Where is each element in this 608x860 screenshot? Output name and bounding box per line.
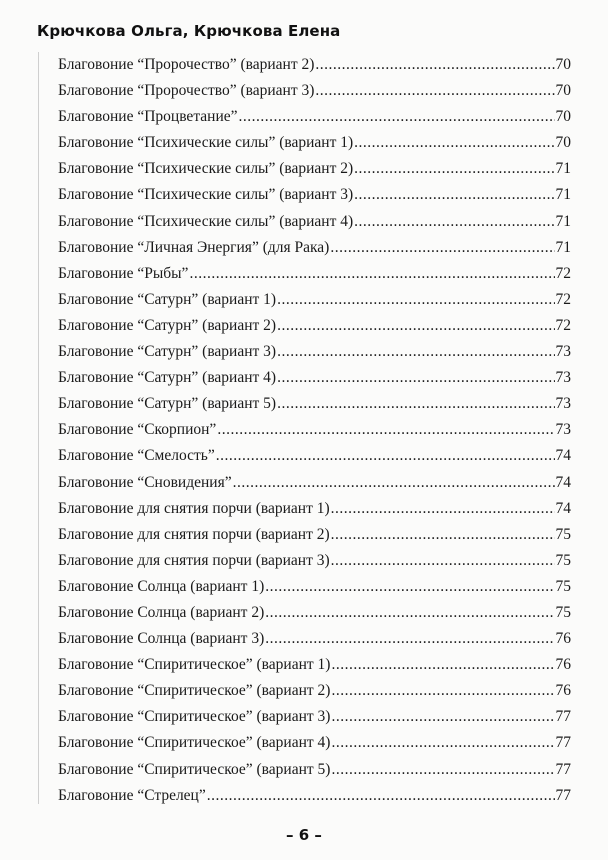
toc-entry-page: 71 [555,186,571,204]
toc-entry [58,186,571,212]
toc-dot-leader [331,526,555,544]
toc-entry-title: Благовоние “Рыбы” [58,264,189,282]
toc-entry-page: 72 [555,264,571,282]
toc-entry-title: Благовоние “Скорпион” [58,421,217,439]
toc-entry [58,160,571,186]
toc-entry [58,500,571,526]
toc-entry [58,343,571,369]
toc-dot-leader [277,291,554,309]
toc-dot-leader [331,761,554,779]
toc-dot-leader [354,160,554,178]
toc-entry-page: 76 [555,656,571,674]
toc-entry [58,474,571,500]
toc-entry [58,317,571,343]
toc-entry [58,604,571,630]
toc-dot-leader [315,82,554,100]
toc-entry [58,134,571,160]
toc-dot-leader [331,682,554,700]
toc-entry-page: 74 [555,499,571,517]
toc-dot-leader [189,265,554,283]
toc-dot-leader [330,239,554,257]
toc-entry-page: 72 [555,290,571,308]
toc-entry [58,369,571,395]
toc-entry [58,734,571,760]
toc-dot-leader [315,56,554,74]
toc-entry-page: 77 [555,760,571,778]
toc-entry-title: Благовоние для снятия порчи (вариант 3) [58,551,330,569]
toc-entry-title: Благовоние “Пророчество” (вариант 2) [58,56,315,73]
toc-dot-leader [207,787,555,805]
toc-entry [58,682,571,708]
toc-dot-leader [277,317,554,335]
toc-entry-page: 71 [555,160,571,178]
margin-rule [38,52,39,804]
toc-entry-page: 76 [555,630,571,648]
toc-dot-leader [265,604,554,622]
toc-entry [58,82,571,108]
toc-entry [58,578,571,604]
toc-entry-page: 75 [555,525,571,543]
toc-entry-page: 71 [555,212,571,230]
toc-dot-leader [354,186,554,204]
toc-dot-leader [277,369,554,387]
toc-entry [58,787,571,813]
toc-entry-title: Благовоние Солнца (вариант 3) [58,630,265,648]
toc-entry-page: 73 [555,421,571,439]
toc-entry-title: Благовоние “Психические силы” (вариант 2) [58,160,354,178]
toc-entry-title: Благовоние “Стрелец” [58,786,206,804]
toc-dot-leader [239,108,555,126]
toc-entry-title: Благовоние “Пророчество” (вариант 3) [58,82,315,100]
toc-dot-leader [216,447,555,465]
table-of-contents [58,56,571,813]
toc-entry [58,656,571,682]
toc-entry-page: 75 [555,603,571,621]
toc-entry-title: Благовоние “Спиритическое” (вариант 2) [58,682,331,700]
toc-entry-title: Благовоние “Спиритическое” (вариант 4) [58,734,331,752]
toc-dot-leader [217,421,554,439]
toc-entry-page: 76 [555,682,571,700]
toc-entry [58,761,571,787]
toc-entry [58,552,571,578]
toc-entry [58,213,571,239]
toc-entry-title: Благовоние Солнца (вариант 1) [58,577,265,595]
toc-entry-title: Благовоние “Сновидения” [58,473,232,491]
toc-entry-title: Благовоние “Сатурн” (вариант 1) [58,290,277,308]
toc-entry-page: 73 [555,343,571,361]
page-number: – 6 – [286,826,322,844]
toc-entry-page: 77 [555,734,571,752]
running-head: Крючкова Ольга, Крючкова Елена [37,22,341,40]
toc-entry-title: Благовоние Солнца (вариант 2) [58,603,265,621]
toc-entry-page: 75 [555,577,571,595]
toc-entry-page: 73 [555,369,571,387]
toc-entry [58,56,571,82]
toc-entry-title: Благовоние для снятия порчи (вариант 1) [58,499,330,517]
toc-entry [58,526,571,552]
toc-entry [58,447,571,473]
toc-entry [58,630,571,656]
toc-dot-leader [331,500,555,518]
toc-entry-page: 75 [555,551,571,569]
toc-entry-title: Благовоние “Сатурн” (вариант 4) [58,369,277,387]
toc-dot-leader [265,630,554,648]
toc-entry-page: 77 [555,786,571,804]
toc-entry [58,708,571,734]
toc-dot-leader [354,134,554,152]
toc-entry-page: 77 [555,708,571,726]
toc-entry [58,239,571,265]
toc-entry [58,395,571,421]
toc-entry-title: Благовоние “Смелость” [58,447,215,465]
toc-entry-title: Благовоние “Личная Энергия” (для Рака) [58,238,330,256]
toc-entry-page: 70 [555,82,571,100]
toc-dot-leader [331,656,554,674]
toc-entry-title: Благовоние “Сатурн” (вариант 3) [58,343,277,361]
toc-dot-leader [233,474,555,492]
toc-entry-title: Благовоние для снятия порчи (вариант 2) [58,525,330,543]
toc-entry [58,291,571,317]
toc-dot-leader [331,734,554,752]
toc-entry-page: 74 [555,473,571,491]
toc-entry-title: Благовоние “Спиритическое” (вариант 3) [58,708,331,726]
toc-dot-leader [331,708,554,726]
toc-entry [58,265,571,291]
toc-dot-leader [277,343,554,361]
toc-entry-page: 74 [555,447,571,465]
toc-entry-page: 72 [555,316,571,334]
toc-dot-leader [331,552,555,570]
toc-entry-title: Благовоние “Сатурн” (вариант 5) [58,395,277,413]
toc-entry-title: Благовоние “Спиритическое” (вариант 1) [58,656,331,674]
toc-entry [58,421,571,447]
toc-dot-leader [277,395,554,413]
toc-dot-leader [265,578,554,596]
toc-entry [58,108,571,134]
toc-dot-leader [354,213,554,231]
toc-entry-title: Благовоние “Психические силы” (вариант 1) [58,134,354,152]
toc-entry-title: Благовоние “Сатурн” (вариант 2) [58,316,277,334]
toc-entry-title: Благовоние “Спиритическое” (вариант 5) [58,760,331,778]
toc-entry-page: 71 [555,238,571,256]
toc-entry-page: 70 [555,108,571,126]
toc-entry-page: 70 [555,134,571,152]
toc-entry-title: Благовоние “Психические силы” (вариант 3) [58,186,354,204]
toc-entry-title: Благовоние “Психические силы” (вариант 4) [58,212,354,230]
toc-entry-title: Благовоние “Процветание” [58,108,238,126]
toc-entry-page: 73 [555,395,571,413]
toc-entry-page: 70 [555,56,571,73]
